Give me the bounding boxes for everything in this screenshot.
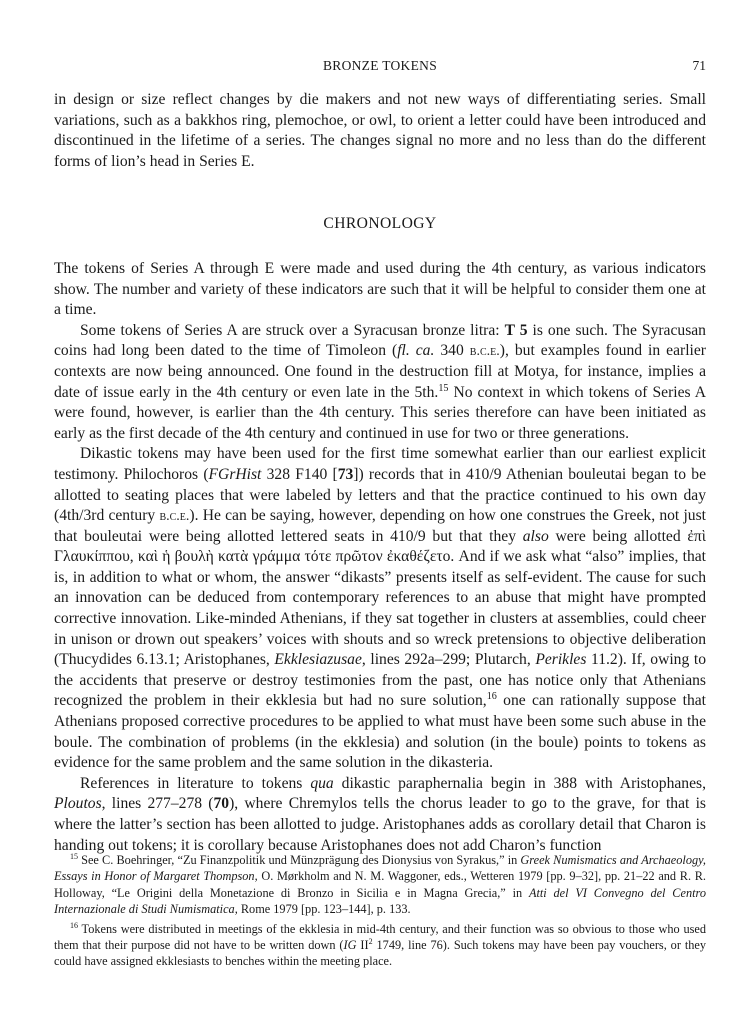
running-title: BRONZE TOKENS — [322, 58, 438, 73]
paragraph-1: The tokens of Series A through E were made and used during the 4th century, as various indicators show. The number and variety of these indicators are such that it will be helpful to consider them one at a time. — [54, 259, 706, 319]
footnotes — [54, 852, 706, 973]
paragraph-3: Dikastic tokens may have been used for the first time somewhat earlier than our earliest explicit testimony. Philochoros (FGrHist 328 F140 [73]) records that in 410/9 Athenian bouleutai began to be allotted to seating places that were labeled by letters and that the practice continued to his own day (4th/3rd century b.c.e.). He can be saying, however, depending on how one construes the Greek, not just that bouleutai were being allotted lettered seats in 410/9 but that they also were being allotted ἐπὶ Γλαυκίππου, καὶ ἡ βουλὴ κατὰ γράμμα τότε πρῶτον ἐκαθέζετο. And if we ask what “also” implies, that is, in addition to what or whom, the answer “dikasts” presents itself as self-evident. The cause for such an innovation can be deduced from contemporary references to an abuse that might have prompted corrective innovation. Like-minded Athenians, if they sat together in clusters at assemblies, could cheer in unison or drown out speakers’ voices with shouts and so wreck pretensions to objective deliberation (Thucydides 6.13.1; Aristophanes, Ekklesiazusae, lines 292a–299; Plutarch, Perikles 11.2). If, owing to the accidents that preserve or destroy testimonies from the past, one has notice only that Athenians recognized the problem in their ekklesia but had no sure solution,$^{16}$ one can rationally suppose that Athenians proposed corrective procedures to be applied to what must have been some such abuse in the boule. The combination of problems (in the ekklesia) and solution (in the boule) points to tokens as evidence for the same problem and the same solution in the dikasteria. — [54, 445, 706, 772]
main-text — [54, 90, 706, 856]
paragraph-4: References in literature to tokens qua dikastic paraphernalia begin in 388 with Aristophanes, Ploutos, lines 277–278 (70), where Chremylos tells the chorus leader to go to the grave, for that is where the latter’s section has been allotted to judge. Aristophanes adds as corollary detail that Charon is handing out tokens; it is corollary because Aristophanes does not add Charon’s function — [54, 774, 706, 854]
running-header — [54, 58, 706, 78]
testimony-reference: 70 — [213, 795, 230, 813]
section-heading: CHRONOLOGY — [323, 215, 437, 233]
testimony-reference: 73 — [337, 465, 354, 483]
intro-paragraph: in design or size reflect changes by die makers and not new ways of differentiating series. Small variations, such as a bakkhos ring, plemochoe, or owl, to orient a letter could have been introduced and discontinued in the lifetime of a series. The changes signal no more and no less than do the different forms of lion’s head in Series E. — [54, 91, 706, 170]
paragraph-2: Some tokens of Series A are struck over a Syracusan bronze litra: T 5 is one such. The Syracusan coins had long been dated to the time of Timoleon (fl. ca. 340 b.c.e.), but examples found in earlier contexts are now being announced. One found in the destruction fill at Motya, for instance, implies a date of issue early in the 4th century or even late in the 5th.$^{15}$ No context in which tokens of Series A were found, however, is earlier than the 4th century. This series therefore can have been initiated as early as the first decade of the 4th century and continued in use for two or three generations. — [54, 321, 707, 442]
footnote-ref-15[interactable]: 15 — [438, 382, 449, 394]
footnote-15: $^{15}$ See C. Boehringer, “Zu Finanzpolitik und Münzprägung des Dionysius von Syrakus,” in Greek Numismatics and Archaeology, Essays in Honor of Margaret Thompson, O. Mørkholm and N. M. Waggoner, eds., Wetteren 1979 [pp. 9–32], pp. 21–22 and R. R. Holloway, “Le Origini della Monetazione di Bronzo in Sicilia e in Magna Grecia,” in Atti del VI Convegno del Centro Internazionale di Studi Numismatica, Rome 1979 [pp. 123–144], p. 133. — [54, 851, 706, 917]
page-number: 71 — [692, 58, 706, 73]
token-reference: T 5 — [504, 321, 528, 339]
footnote-ref-16[interactable]: 16 — [486, 691, 497, 703]
footnote-16: $^{16}$ Tokens were distributed in meetings of the ekklesia in mid-4th century, and their function was so obvious to those who used them that their purpose did not have to be written down (IG $II^2$ 1749, line 76). Such tokens may have been pay vouchers, or they could have assigned ekklesiasts to benches within the meeting place. — [54, 920, 707, 969]
